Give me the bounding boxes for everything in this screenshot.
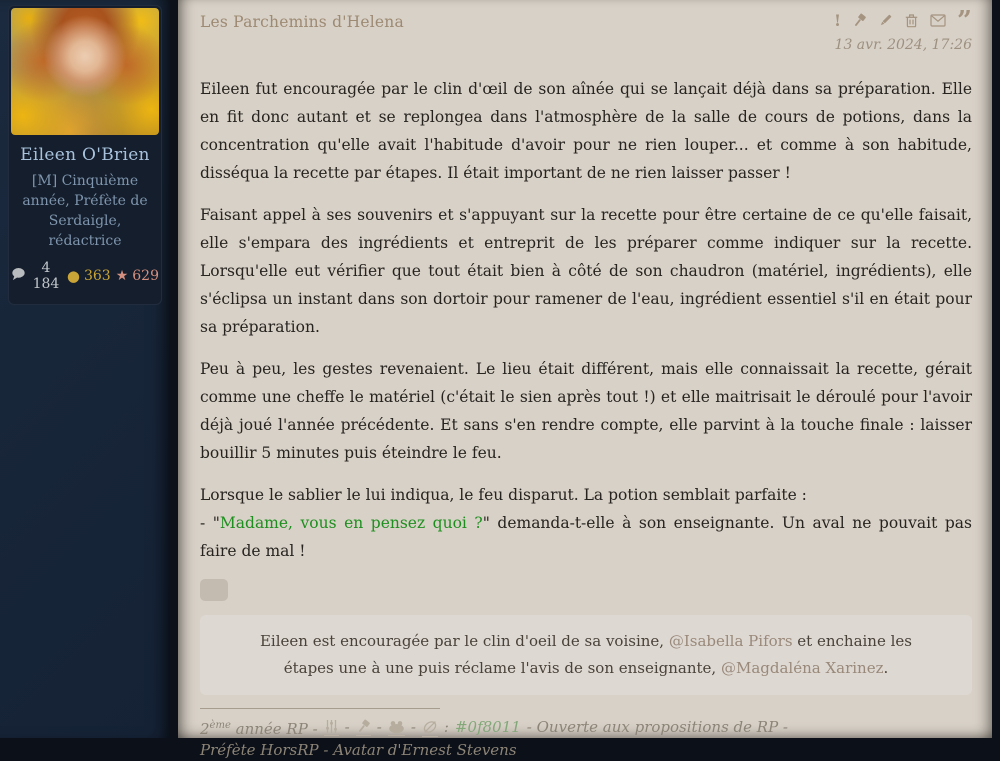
member-stats <box>11 260 159 292</box>
topic-title: Les Parchemins d'Helena <box>200 13 404 31</box>
post-container <box>178 0 992 759</box>
signature-line-1 <box>200 715 972 740</box>
signature-line-2: Préfète HorsRP - Avatar d'Ernest Stevens <box>200 741 517 759</box>
summary-text: . <box>883 659 889 677</box>
summary-text: et enchaine les étapes une à une puis réclame l'avis de son enseignante, <box>283 632 912 677</box>
signature-year: 2ème année RP - <box>200 720 318 738</box>
username[interactable]: Eileen O'Brien <box>20 145 150 165</box>
signature-open-text: - Ouverte aux propositions de RP - <box>526 718 789 736</box>
star-icon: ★ <box>115 268 129 284</box>
posts-count <box>11 260 62 292</box>
coin-icon: ● <box>66 266 80 285</box>
dialogue-spoken-text: Madame, vous en pensez quoi ? <box>219 514 483 532</box>
paragraph-dialogue <box>200 481 972 565</box>
colon: : <box>443 718 449 736</box>
stars-count-value: 629 <box>132 268 159 284</box>
edit-pencil-icon[interactable] <box>878 13 893 28</box>
mention-link[interactable]: @Isabella Pifors <box>668 632 793 650</box>
posts-count-value: 4 184 <box>32 260 60 292</box>
signature-color-code: #0f8011 <box>454 718 521 736</box>
dialogue-suffix: " demanda-t-elle à son enseignante. Un aval ne pouvait pas faire de mal ! <box>200 514 972 560</box>
post-date: 13 avr. 2024, 17:26 <box>834 37 972 53</box>
paragraph: Faisant appel à ses souvenirs et s'appuyant sur la recette pour être certaine de ce qu'elle faisait, elle s'empara des ingrédients et entreprit de les préparer comme indiquer sur la recette. Lorsqu'elle eut vérifier que tout était bien à côté de son chaudron (matériel, ingrédients), elle s'éclipsa un instant dans son dortoir pour ramener de l'eau, ingrédient essentiel s'il en était pour sa préparation. <box>200 206 972 336</box>
member-rank: [M] Cinquième année, Préfète de Serdaigle, rédactrice <box>22 173 148 249</box>
message-envelope-icon[interactable] <box>930 14 946 27</box>
gavel-link-icon[interactable] <box>356 719 371 736</box>
post-header <box>200 5 972 36</box>
member-sidebar <box>0 0 170 738</box>
report-icon[interactable] <box>834 10 842 30</box>
paragraph: Peu à peu, les gestes revenaient. Le lieu était différent, mais elle connaissait la recette, gérait comme une cheffe le matériel (c'était le sien après tout !) et elle maitrisait le déroulé pour l'avoir déjà joué l'année précédente. Et sans s'en rendre compte, elle parvint à la touche finale : laisser bouillir 5 minutes puis éteindre le feu. <box>200 360 972 462</box>
post-action-bar <box>834 5 972 36</box>
dialogue-lead: Lorsque le sablier le lui indiqua, le feu disparut. La potion semblait parfaite : <box>200 486 807 504</box>
coins-count <box>67 268 111 284</box>
delete-trash-icon[interactable] <box>904 13 919 28</box>
quote-icon[interactable] <box>957 5 972 36</box>
collapsed-image-placeholder[interactable] <box>200 579 228 601</box>
quote-glyph: ” <box>957 5 972 36</box>
stars-count <box>116 268 159 284</box>
speech-bubble-icon <box>11 267 26 285</box>
frog-icon[interactable] <box>388 720 405 736</box>
exclamation-glyph: ! <box>834 10 842 30</box>
separator: - <box>376 718 382 736</box>
avatar[interactable] <box>11 8 159 135</box>
paragraph: Eileen fut encouragée par le clin d'œil de son aînée qui se lançait déjà dans sa préparation. Elle en fit donc autant et se replongea dans l'atmosphère de la salle de cours de potions, dans la concentration qu'elle avait l'habitude d'avoir pour ne rien louper... et comme à son habitude, disséqua la recette par étapes. Il était important de ne rien laisser passer ! <box>200 80 972 182</box>
signature-divider <box>200 708 440 709</box>
post-body <box>200 75 972 565</box>
sliders-icon[interactable] <box>324 719 339 736</box>
coins-count-value: 363 <box>83 268 111 284</box>
separator: - <box>410 718 416 736</box>
summary-text: Eileen est encouragée par le clin d'oeil de sa voisine, <box>259 632 669 650</box>
leaf-icon[interactable] <box>422 719 438 737</box>
signature <box>200 708 972 761</box>
mention-link[interactable]: @Magdaléna Xarinez <box>720 659 884 677</box>
rp-summary-box <box>200 615 972 695</box>
dialogue-prefix: - " <box>200 514 220 532</box>
separator: - <box>344 718 350 736</box>
profile-card <box>8 5 162 305</box>
gavel-icon[interactable] <box>852 13 867 28</box>
